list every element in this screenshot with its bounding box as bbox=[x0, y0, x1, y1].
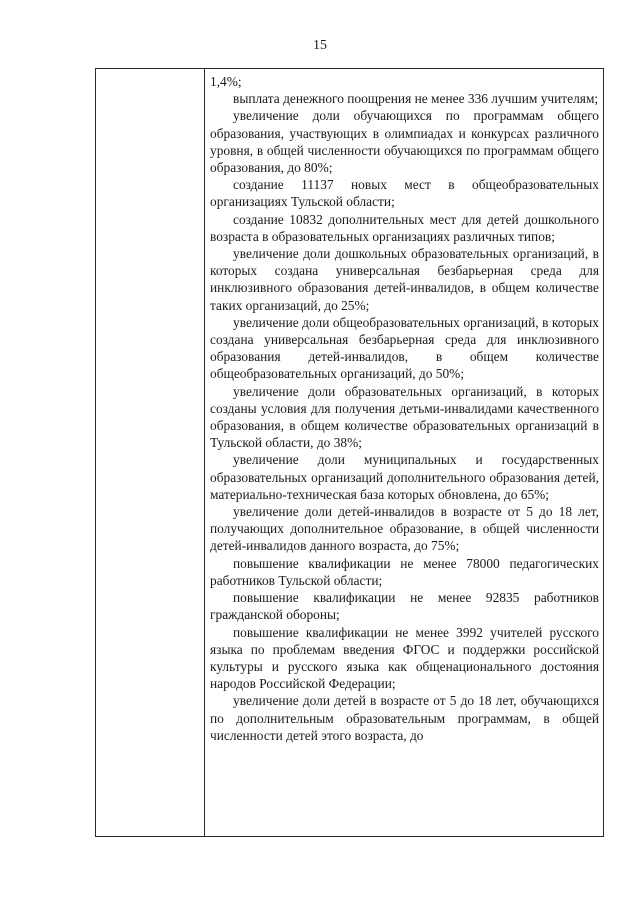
paragraph: создание 11137 новых мест в общеобразовательных организациях Тульской области; bbox=[210, 177, 599, 210]
paragraph: увеличение доли общеобразовательных организаций, в которых создана универсальная безбарьерная среда для инклюзивного образования детей-инвалидов, в общем количестве общеобразовательных организаций, до 50%; bbox=[210, 314, 599, 382]
paragraph: выплата денежного поощрения не менее 336 лучшим учителям; bbox=[233, 91, 599, 107]
paragraph: увеличение доли образовательных организаций, в которых созданы условия для получения детьми-инвалидами качественного образования, в общем количестве образовательных организаций в Тульской области, до 38%; bbox=[210, 383, 599, 451]
text-cell bbox=[210, 73, 599, 834]
paragraph: увеличение доли детей-инвалидов в возрасте от 5 до 18 лет, получающих дополнительное образование, в общей численности детей-инвалидов данного возраста, до 75%; bbox=[210, 504, 599, 554]
paragraph: повышение квалификации не менее 78000 педагогических работников Тульской области; bbox=[210, 555, 599, 588]
document-table bbox=[95, 68, 604, 837]
paragraph: увеличение доли муниципальных и государственных образовательных организаций дополнительного образования детей, материально-техническая база которых обновлена, до 65%; bbox=[210, 452, 599, 502]
paragraph: создание 10832 дополнительных мест для детей дошкольного возраста в образовательных организациях различных типов; bbox=[210, 211, 599, 244]
page-number: 15 bbox=[313, 38, 327, 53]
paragraph: увеличение доли обучающихся по программам общего образования, участвующих в олимпиадах и конкурсах различного уровня, в общей численности обучающихся по программам общего образования, до 80%; bbox=[210, 108, 599, 176]
paragraph: увеличение доли дошкольных образовательных организаций, в которых создана универсальная безбарьерная среда для инклюзивного образования детей-инвалидов, в общем количестве таких организаций, до 25%; bbox=[210, 246, 599, 313]
paragraph: повышение квалификации не менее 3992 учителей русского языка по проблемам введения ФГОС и поддержки российской культуры и русского языка как общенационального достояния народов Российской Федерации; bbox=[210, 624, 599, 692]
paragraph: повышение квалификации не менее 92835 работников гражданской обороны; bbox=[210, 590, 599, 623]
paragraph: 1,4%; bbox=[210, 74, 242, 89]
column-divider bbox=[204, 69, 205, 836]
paragraph: увеличение доли детей в возрасте от 5 до 18 лет, обучающихся по дополнительным образовательным программам, в общей численности детей этого возраста, до bbox=[210, 693, 599, 743]
